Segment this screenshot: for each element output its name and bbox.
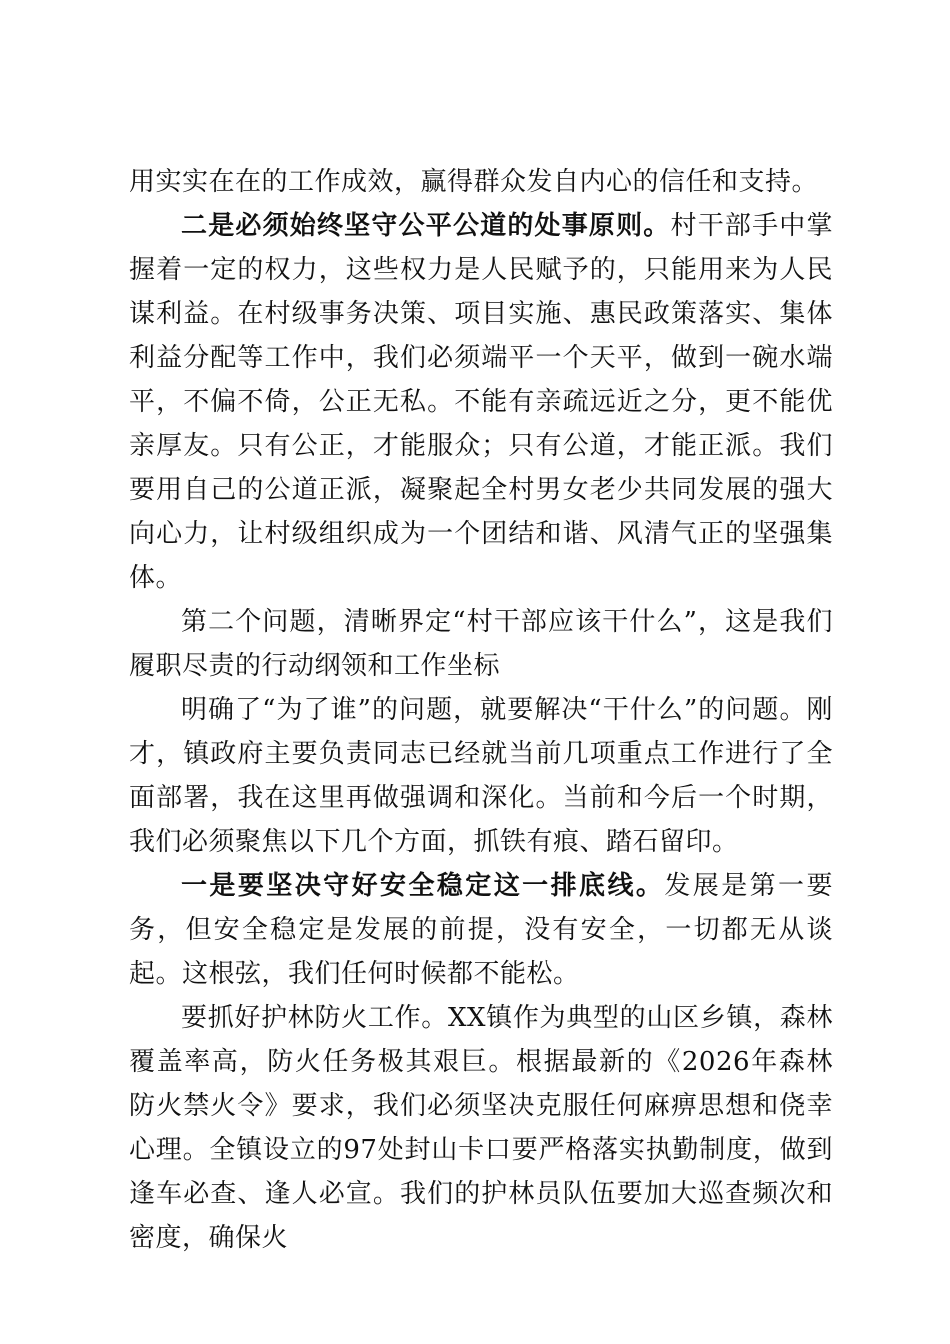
section-heading-second-question — [129, 600, 833, 688]
paragraph-text: 要抓好护林防火工作。XX镇作为典型的山区乡镇，森林覆盖率高，防火任务极其艰巨。根据最新的《2026年森林防火禁火令》要求，我们必须坚决克服任何麻痹思想和侥幸心理。全镇设立的97处封山卡口要严格落实执勤制度，做到逢车必查、逢人必宣。我们的护林员队伍要加大巡查频次和密度，确保火 — [129, 1003, 833, 1253]
document-body — [129, 160, 833, 1260]
paragraph-text: 村干部手中掌握着一定的权力，这些权力是人民赋予的，只能用来为人民谋利益。在村级事务决策、项目实施、惠民政策落实、集体利益分配等工作中，我们必须端平一个天平，做到一碗水端平，不偏不倚，公正无私。不能有亲疏远近之分，更不能优亲厚友。只有公正，才能服众；只有公道，才能正派。我们要用自己的公道正派，凝聚起全村男女老少共同发展的强大向心力，让村级组织成为一个团结和谐、风清气正的坚强集体。 — [129, 211, 833, 593]
paragraph-heading-bold: 一是要坚决守好安全稳定这一排底线。 — [181, 871, 665, 901]
paragraph-text: 明确了“为了谁”的问题，就要解决“干什么”的问题。刚才，镇政府主要负责同志已经就当前几项重点工作进行了全面部署，我在这里再做强调和深化。当前和今后一个时期，我们必须聚焦以下几个方面，抓铁有痕、踏石留印。 — [129, 695, 833, 857]
paragraph-text: 发展是第一要务，但安全稳定是发展的前提，没有安全，一切都无从谈起。这根弦，我们任何时候都不能松。 — [129, 871, 833, 989]
paragraph-safety-bottom-line — [129, 864, 833, 996]
paragraph-heading-bold: 二是必须始终坚守公平公道的处事原则。 — [181, 211, 671, 241]
paragraph-what-to-do — [129, 688, 833, 864]
paragraph-forest-fire-prevention — [129, 996, 833, 1260]
paragraph-fairness-principle — [129, 204, 833, 600]
paragraph-continuation — [129, 160, 833, 204]
paragraph-text: 第二个问题，清晰界定“村干部应该干什么”，这是我们履职尽责的行动纲领和工作坐标 — [129, 607, 833, 681]
paragraph-text: 用实实在在的工作成效，赢得群众发自内心的信任和支持。 — [129, 167, 819, 197]
